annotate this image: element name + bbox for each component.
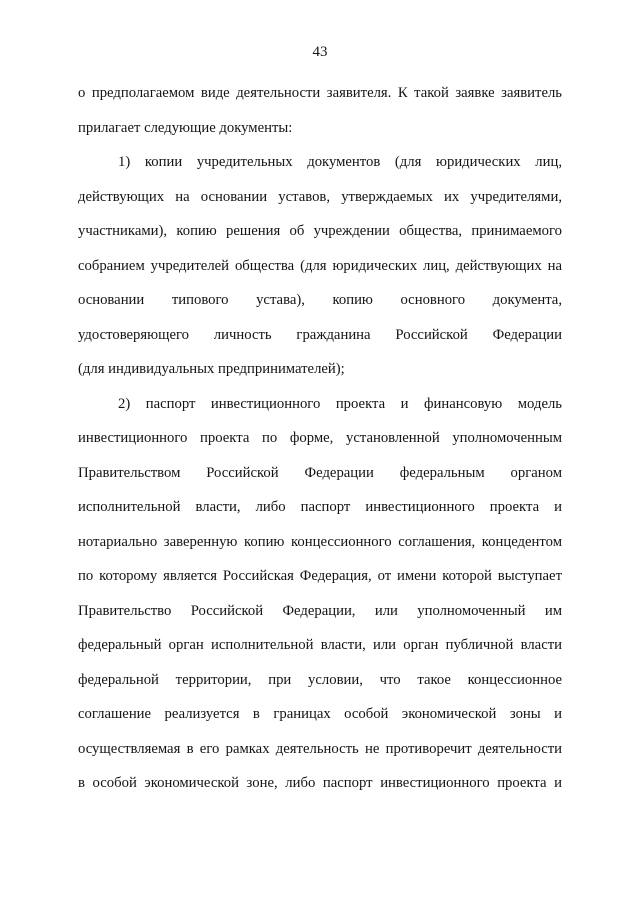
text-line: о предполагаемом виде деятельности заявителя. К такой заявке заявитель [78, 85, 562, 101]
text-line: исполнительной власти, либо паспорт инвестиционного проекта и [78, 499, 562, 515]
text-line: основании типового устава), копию основного документа, [78, 292, 562, 308]
paragraph-continuation [78, 76, 562, 145]
text-line: инвестиционного проекта по форме, установленной уполномоченным [78, 430, 562, 446]
text-line: 1) копии учредительных документов (для юридических лиц, [118, 154, 562, 170]
text-line: Правительством Российской Федерации федеральным органом [78, 464, 562, 481]
text-line: Правительство Российской Федерации, или уполномоченный им [78, 602, 562, 619]
text-line: по которому является Российская Федерация, от имени которой выступает [78, 568, 562, 584]
text-line: 2) паспорт инвестиционного проекта и финансовую модель [118, 395, 562, 412]
text-line: федеральной территории, при условии, что такое концессионное [78, 671, 562, 688]
text-line: прилагает следующие документы: [78, 119, 293, 136]
text-line: удостоверяющего личность гражданина Российской Федерации [78, 326, 562, 343]
paragraph-item-1 [78, 145, 562, 387]
text-line: соглашение реализуется в границах особой экономической зоны и [78, 706, 562, 722]
text-line: собранием учредителей общества (для юридических лиц, действующих на [78, 257, 562, 274]
paragraph-item-2 [78, 387, 562, 801]
text-line: в особой экономической зоне, либо паспорт инвестиционного проекта и [78, 775, 562, 791]
text-line: (для индивидуальных предпринимателей); [78, 361, 345, 377]
text-line: участниками), копию решения об учреждении общества, принимаемого [78, 223, 562, 239]
document-body [78, 76, 562, 801]
text-line: осуществляемая в его рамках деятельность не противоречит деятельности [78, 740, 562, 757]
text-line: действующих на основании уставов, утверждаемых их учредителями, [78, 188, 562, 205]
page-number: 43 [312, 44, 328, 60]
text-line: нотариально заверенную копию концессионного соглашения, концедентом [78, 533, 562, 550]
text-line: федеральный орган исполнительной власти, или орган публичной власти [78, 637, 562, 653]
